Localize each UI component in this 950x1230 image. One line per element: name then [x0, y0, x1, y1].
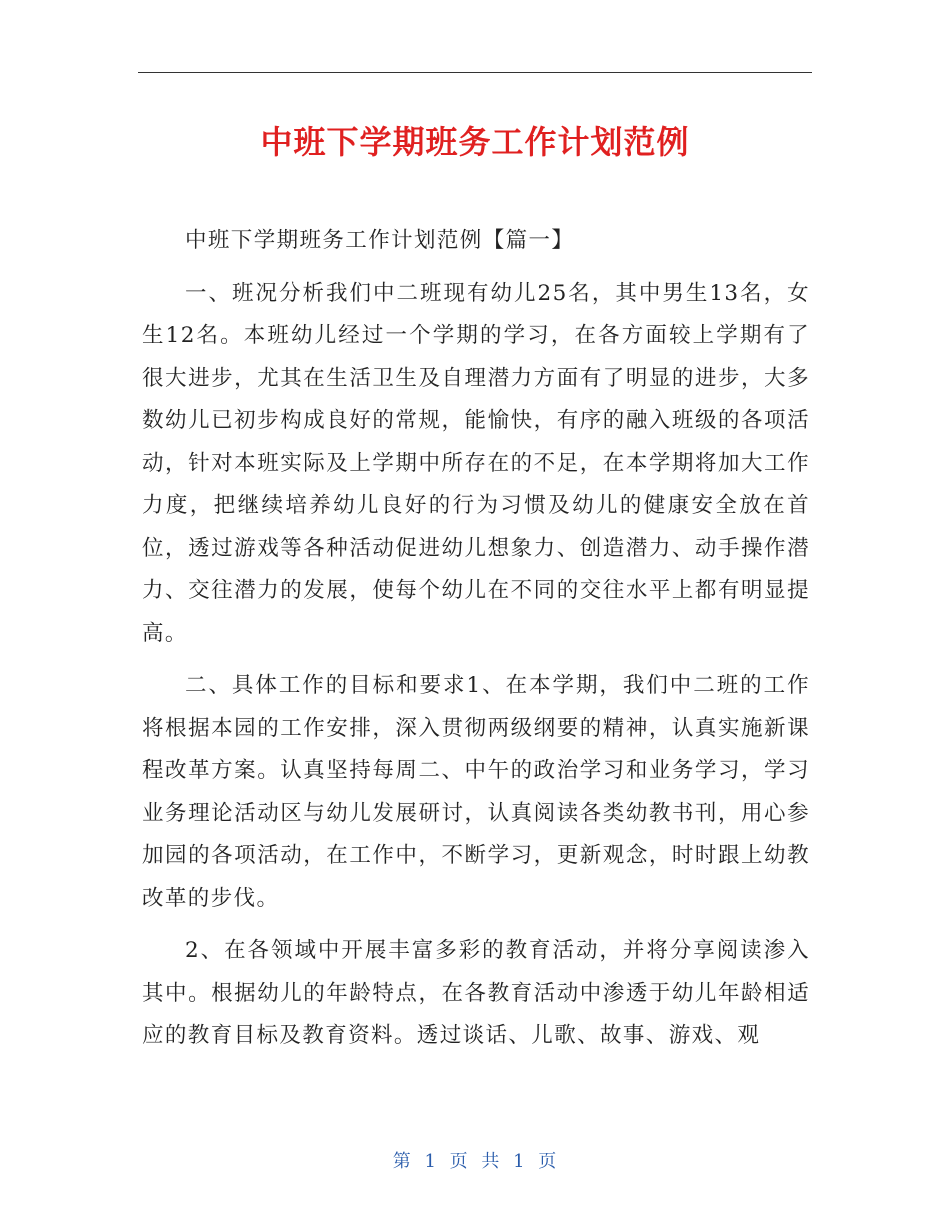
header-rule	[138, 72, 812, 73]
document-body	[142, 220, 810, 1058]
paragraph: 一、班况分析我们中二班现有幼儿25名，其中男生13名，女生12名。本班幼儿经过一个学期的学习，在各方面较上学期有了很大进步，尤其在生活卫生及自理潜力方面有了明显的进步，大多数幼儿已初步构成良好的常规，能愉快，有序的融入班级的各项活动，针对本班实际及上学期中所存在的不足，在本学期将加大工作力度，把继续培养幼儿良好的行为习惯及幼儿的健康安全放在首位，透过游戏等各种活动促进幼儿想象力、创造潜力、动手操作潜力、交往潜力的发展，使每个幼儿在不同的交往水平上都有明显提高。	[142, 280, 810, 646]
footer-label-unit-end: 页	[538, 1151, 558, 1172]
page-footer	[0, 1148, 950, 1176]
footer-label-unit: 页	[449, 1151, 469, 1172]
footer-current-page: 1	[424, 1151, 437, 1172]
footer-label-total: 共	[481, 1151, 501, 1172]
footer-total-pages: 1	[513, 1151, 526, 1172]
section-heading: 中班下学期班务工作计划范例【篇一】	[185, 228, 575, 253]
paragraph: 2、在各领域中开展丰富多彩的教育活动，并将分享阅读渗入其中。根据幼儿的年龄特点，在各教育活动中渗透于幼儿年龄相适应的教育目标及教育资料。透过谈话、儿歌、故事、游戏、观	[142, 938, 810, 1048]
footer-label-page: 第	[392, 1151, 412, 1172]
document-title: 中班下学期班务工作计划范例	[260, 123, 690, 161]
paragraph: 二、具体工作的目标和要求1、在本学期，我们中二班的工作将根据本园的工作安排，深入贯彻两级纲要的精神，认真实施新课程改革方案。认真坚持每周二、中午的政治学习和业务学习，学习业务理论活动区与幼儿发展研讨，认真阅读各类幼教书刊，用心参加园的各项活动，在工作中，不断学习，更新观念，时时跟上幼教改革的步伐。	[142, 673, 810, 911]
